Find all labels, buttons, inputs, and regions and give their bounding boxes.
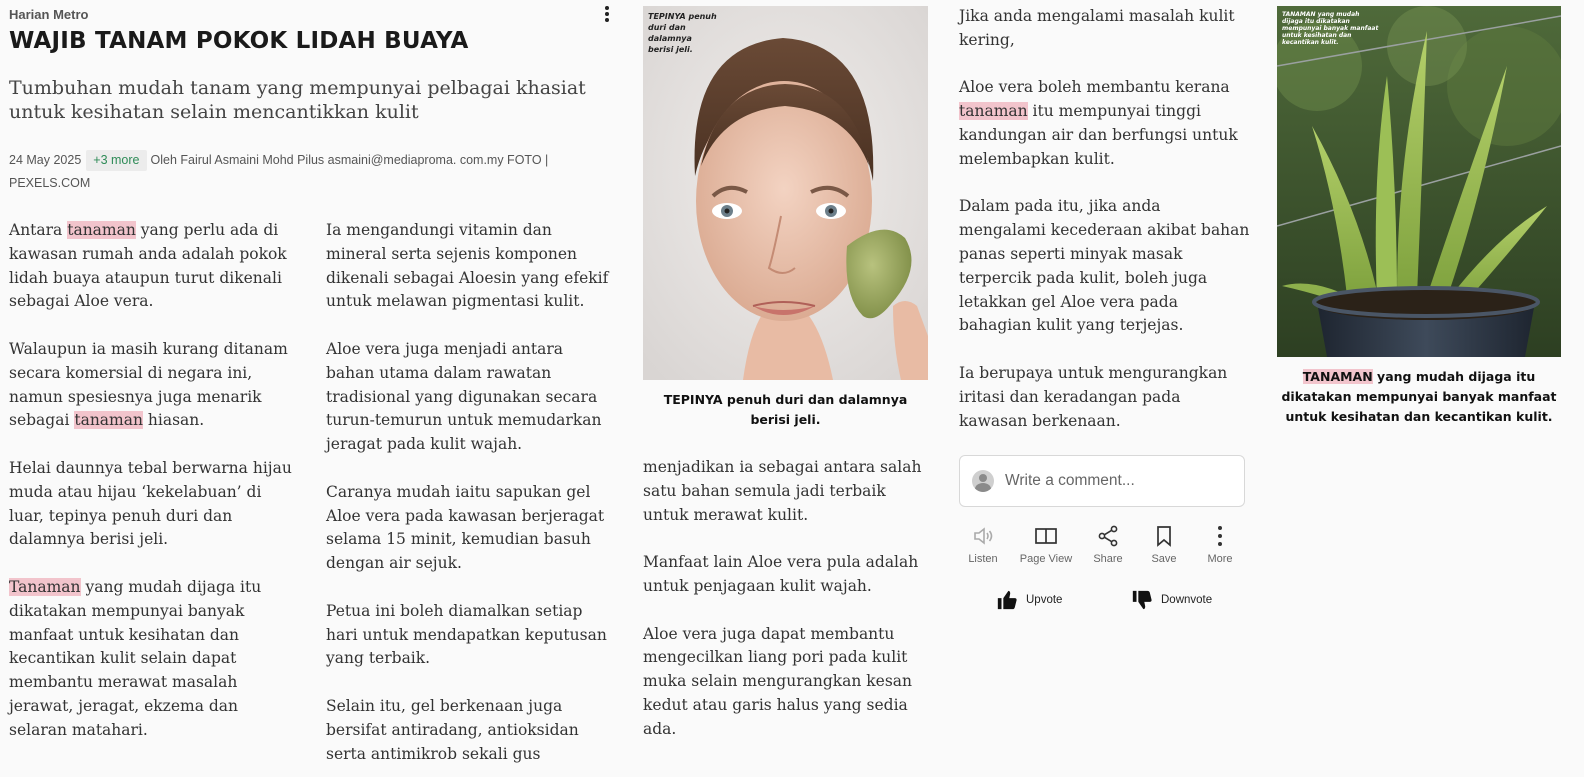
paragraph: Antara tanaman yang perlu ada di kawasan rumah anda adalah pokok lidah buaya ataupun turut dikenali sebagai Aloe vera. — [9, 221, 287, 311]
byline: Oleh Fairul Asmaini Mohd Pilus asmaini@mediaproma. com.my FOTO | PEXELS.COM — [9, 153, 549, 190]
options-menu-icon[interactable] — [598, 4, 616, 24]
paragraph: Jika anda mengalami masalah kulit kering, — [959, 7, 1235, 49]
paragraph: Selain itu, gel berkenaan juga bersifat antiradang, antioksidan serta antimikrob sekali gus — [326, 696, 579, 763]
paragraph: Aloe vera juga menjadi antara bahan utama dalam rawatan tradisional yang digunakan secara turun-temurun untuk memudarkan jeragat pada kulit wajah. — [326, 339, 602, 454]
highlighted-term[interactable]: tanaman — [74, 411, 143, 430]
share-icon — [1096, 524, 1120, 548]
paragraph: Dalam pada itu, jika anda mengalami kecederaan akibat bahan panas seperti minyak masak terpercik pada kulit, boleh juga letakkan gel Aloe vera pada bahagian kulit yang terjejas. — [959, 197, 1250, 335]
upvote-label: Upvote — [1026, 594, 1063, 606]
more-button[interactable]: More — [1192, 520, 1248, 565]
image-overlay-text: TANAMAN yang mudah dijaga itu dikatakan mempunyai banyak manfaat untuk kesihatan dan kecantikan kulit. — [1282, 11, 1379, 46]
page-view-button[interactable]: Page View — [1018, 520, 1074, 565]
article-column-3 — [643, 456, 935, 765]
paragraph: Aloe vera boleh membantu kerana tanaman itu mempunyai tinggi kandungan air dan berfungsi untuk melembapkan kulit. — [959, 78, 1238, 168]
more-vertical-icon — [1208, 524, 1232, 548]
aloe-vera-photo[interactable] — [1277, 6, 1561, 357]
aloe-vera-illustration — [1277, 6, 1561, 357]
paragraph: Tanaman yang mudah dijaga itu dikatakan mempunyai banyak manfaat untuk kesihatan dan kecantikan kulit selain dapat membantu merawat masalah jerawat, jeragat, ekzema dan selaran matahari. — [9, 577, 262, 739]
article-title: WAJIB TANAM POKOK LIDAH BUAYA — [9, 28, 469, 54]
article-action-bar — [959, 520, 1245, 568]
downvote-label: Downvote — [1161, 594, 1213, 606]
user-avatar-icon — [972, 470, 994, 492]
book-open-icon — [1034, 524, 1058, 548]
image-overlay-text: TEPINYA penuh duri dan dalamnya berisi jeli. — [648, 12, 717, 54]
highlighted-term[interactable]: Tanaman — [9, 577, 81, 596]
paragraph: Ia berupaya untuk mengurangkan iritasi dan keradangan pada kawasan berkenaan. — [959, 363, 1228, 430]
paragraph: Walaupun ia masih kurang ditanam secara komersial di negara ini, namun spesiesnya juga menarik sebagai tanaman hiasan. — [9, 339, 288, 430]
comment-placeholder: Write a comment... — [1005, 472, 1135, 489]
more-authors-button[interactable]: +3 more — [86, 150, 146, 171]
paragraph: Manfaat lain Aloe vera pula adalah untuk penjagaan kulit wajah. — [643, 553, 919, 595]
highlighted-term[interactable]: tanaman — [67, 221, 136, 239]
thumbs-up-icon — [996, 589, 1018, 611]
downvote-button[interactable] — [1131, 589, 1212, 611]
thumbs-down-icon — [1131, 589, 1153, 611]
paragraph: Aloe vera juga dapat membantu mengecilkan liang pori pada kulit muka selain mengurangkan kesan kedut atau garis halus yang sedia ada. — [643, 624, 913, 738]
paragraph: menjadikan ia sebagai antara salah satu bahan semula jadi terbaik untuk merawat kulit. — [643, 458, 922, 524]
face-photo-caption: TEPINYA penuh duri dan dalamnya berisi jeli. — [663, 392, 908, 427]
save-button[interactable]: Save — [1136, 520, 1192, 565]
aloe-vera-photo-caption: TANAMAN yang mudah dijaga itu dikatakan mempunyai banyak manfaat untuk kesihatan dan kecantikan kulit. — [1281, 369, 1557, 424]
article-column-1 — [9, 219, 294, 766]
bookmark-icon — [1152, 524, 1176, 548]
paragraph: Ia mengandungi vitamin dan mineral serta sejenis komponen dikenali sebagai Aloesin yang efekif untuk melawan pigmentasi kulit. — [326, 221, 609, 311]
paragraph: Petua ini boleh diamalkan setiap hari untuk mendapatkan keputusan yang terbaik. — [326, 601, 607, 668]
speaker-icon — [971, 524, 995, 548]
publication-name: Harian Metro — [9, 7, 89, 22]
article-meta — [9, 149, 569, 195]
article-subtitle: Tumbuhan mudah tanam yang mempunyai pelbagai khasiat untuk kesihatan selain mencantikkan kulit — [9, 77, 586, 123]
article-column-2 — [326, 219, 616, 777]
comment-input[interactable] — [959, 455, 1245, 507]
publish-date: 24 May 2025 — [9, 153, 82, 167]
listen-button[interactable]: Listen — [955, 520, 1011, 565]
highlighted-term[interactable]: tanaman — [959, 102, 1028, 121]
face-photo[interactable] — [643, 6, 928, 380]
paragraph: Helai daunnya tebal berwarna hijau muda atau hijau ‘kekelabuan’ di luar, tepinya penuh duri dan dalamnya berisi jeli. — [9, 458, 292, 549]
share-button[interactable]: Share — [1080, 520, 1136, 565]
face-illustration — [643, 6, 928, 380]
upvote-button[interactable] — [996, 589, 1062, 611]
paragraph: Caranya mudah iaitu sapukan gel Aloe vera pada kawasan berjeragat selama 15 minit, kemudian basuh dengan air sejuk. — [326, 482, 605, 573]
article-column-4 — [959, 5, 1251, 457]
